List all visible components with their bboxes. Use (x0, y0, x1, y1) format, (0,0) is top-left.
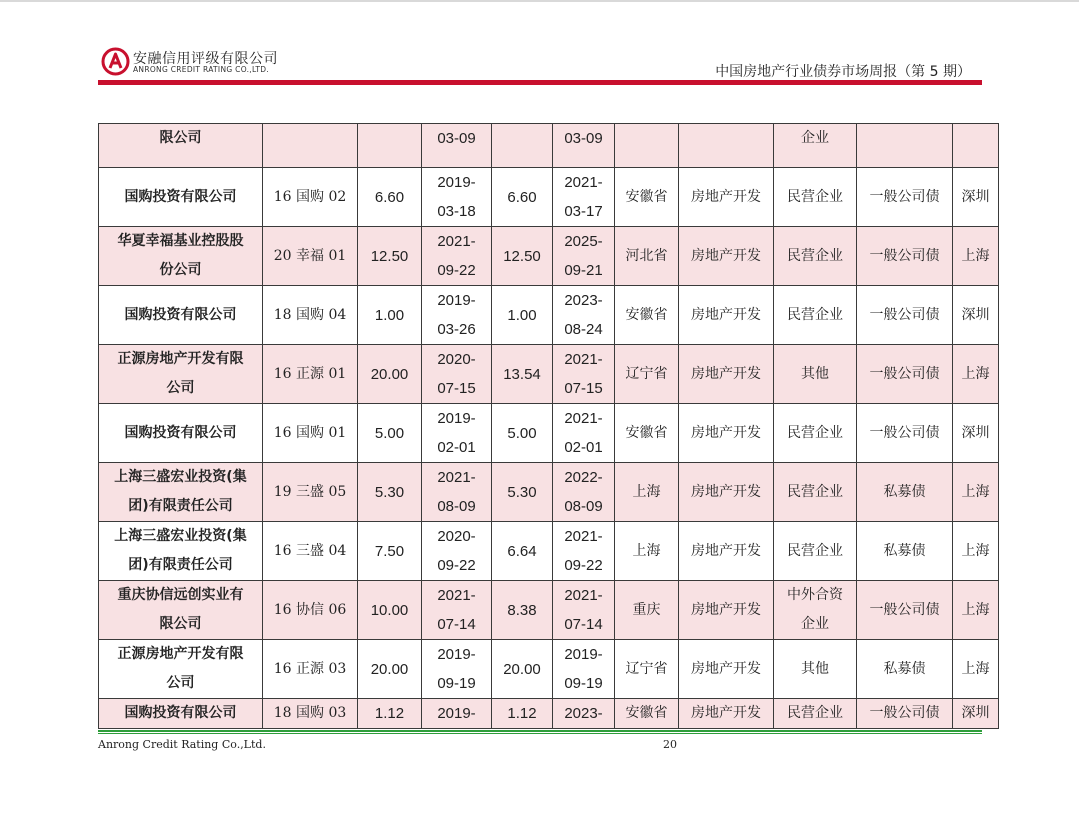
company-nature-cell-line: 民营企业 (787, 483, 843, 500)
industry-cell: 房地产开发 (679, 522, 774, 581)
table-row (99, 286, 999, 345)
industry-cell (679, 124, 774, 168)
region-cell: 安徽省 (615, 168, 679, 227)
balance-cell: 5.30 (492, 463, 553, 522)
bond-code-cell: 16 协信 06 (263, 581, 358, 640)
issuer-cell-line: 团)有限责任公司 (128, 557, 233, 573)
bond-code-cell: 16 国购 01 (263, 404, 358, 463)
table-row (99, 227, 999, 286)
footer-divider (98, 730, 982, 732)
issuer-cell-line: 公司 (166, 380, 195, 396)
balance-cell: 6.64 (492, 522, 553, 581)
exchange-cell: 上海 (953, 522, 999, 581)
exchange-cell: 上海 (953, 640, 999, 699)
issue-date-cell (422, 581, 492, 640)
industry-cell: 房地产开发 (679, 404, 774, 463)
issue-date-cell (422, 640, 492, 699)
company-nature-cell (774, 227, 857, 286)
bond-type-cell: 私募债 (857, 640, 953, 699)
region-cell (615, 124, 679, 168)
industry-cell: 房地产开发 (679, 699, 774, 729)
bond-code-cell: 16 三盛 04 (263, 522, 358, 581)
maturity-date-cell-line: 2021- (564, 174, 603, 191)
balance-cell: 13.54 (492, 345, 553, 404)
issuer-cell (99, 404, 263, 463)
maturity-date-cell-line: 09-19 (564, 675, 603, 692)
issuer-cell-line: 国购投资有限公司 (124, 188, 237, 205)
issuer-cell-line: 国购投资有限公司 (124, 705, 237, 721)
issue-date-cell-line: 2019- (437, 410, 476, 427)
issue-date-cell-line: 09-22 (437, 262, 476, 279)
company-nature-cell (774, 463, 857, 522)
issuer-cell-line: 上海三盛宏业投资(集 (114, 469, 247, 485)
company-name-cn: 安融信用评级有限公司 (133, 51, 278, 67)
table-row (99, 168, 999, 227)
table-row (99, 699, 999, 729)
exchange-cell: 上海 (953, 581, 999, 640)
company-nature-cell-line: 民营企业 (787, 188, 843, 205)
maturity-date-cell-line: 2023- (564, 292, 603, 309)
region-cell: 安徽省 (615, 404, 679, 463)
issuer-cell (99, 522, 263, 581)
region-cell: 上海 (615, 463, 679, 522)
company-nature-cell (774, 345, 857, 404)
anrong-logo-icon (101, 47, 130, 76)
issue-amount-cell: 10.00 (358, 581, 422, 640)
company-nature-cell-line: 企业 (801, 130, 829, 146)
maturity-date-cell (553, 581, 615, 640)
maturity-date-cell-line: 2019- (564, 646, 603, 663)
region-cell: 安徽省 (615, 286, 679, 345)
issue-date-cell-line: 07-15 (437, 380, 476, 397)
region-cell: 辽宁省 (615, 345, 679, 404)
issue-amount-cell: 5.00 (358, 404, 422, 463)
issue-date-cell-line: 2019- (437, 292, 476, 309)
issue-date-cell-line: 03-26 (437, 321, 476, 338)
maturity-date-cell (553, 463, 615, 522)
issuer-cell-line: 公司 (166, 675, 195, 691)
issue-date-cell-line: 07-14 (437, 616, 476, 633)
maturity-date-cell-line: 2023- (564, 705, 603, 722)
issue-date-cell-line: 03-18 (437, 203, 476, 220)
balance-cell: 8.38 (492, 581, 553, 640)
exchange-cell: 深圳 (953, 699, 999, 729)
issue-amount-cell: 6.60 (358, 168, 422, 227)
issuer-cell-line: 限公司 (159, 616, 202, 632)
industry-cell: 房地产开发 (679, 286, 774, 345)
balance-cell: 6.60 (492, 168, 553, 227)
issue-date-cell-line: 2019- (437, 705, 476, 722)
balance-cell: 12.50 (492, 227, 553, 286)
issue-date-cell (422, 124, 492, 168)
company-nature-cell-line: 企业 (801, 616, 829, 632)
issue-date-cell (422, 345, 492, 404)
balance-cell: 20.00 (492, 640, 553, 699)
maturity-date-cell-line: 2021- (564, 410, 603, 427)
page-number: 20 (663, 738, 677, 751)
issue-date-cell-line: 2021- (437, 587, 476, 604)
exchange-cell: 上海 (953, 463, 999, 522)
issue-amount-cell: 7.50 (358, 522, 422, 581)
company-nature-cell (774, 522, 857, 581)
bond-code-cell: 18 国购 04 (263, 286, 358, 345)
issuer-cell (99, 581, 263, 640)
issue-date-cell-line: 2019- (437, 646, 476, 663)
issue-amount-cell: 20.00 (358, 345, 422, 404)
issue-date-cell (422, 286, 492, 345)
bond-code-cell: 20 幸福 01 (263, 227, 358, 286)
issuer-cell-line: 国购投资有限公司 (124, 306, 237, 323)
company-nature-cell (774, 168, 857, 227)
issue-date-cell-line: 2020- (437, 351, 476, 368)
issuer-cell (99, 463, 263, 522)
issue-date-cell (422, 522, 492, 581)
industry-cell: 房地产开发 (679, 463, 774, 522)
issuer-cell-line: 重庆协信远创实业有 (117, 587, 244, 603)
issue-date-cell (422, 168, 492, 227)
bond-type-cell: 私募债 (857, 522, 953, 581)
maturity-date-cell-line: 09-22 (564, 557, 603, 574)
report-title: 中国房地产行业债券市场周报（第 5 期） (715, 64, 971, 80)
maturity-date-cell-line: 2021- (564, 351, 603, 368)
footer-divider-thin (98, 733, 982, 734)
bond-code-cell: 16 正源 03 (263, 640, 358, 699)
balance-cell: 1.12 (492, 699, 553, 729)
issue-amount-cell: 12.50 (358, 227, 422, 286)
company-nature-cell-line: 中外合资 (787, 587, 843, 603)
maturity-date-cell-line: 03-09 (564, 130, 603, 147)
balance-cell (492, 124, 553, 168)
issuer-cell (99, 286, 263, 345)
bond-code-cell: 19 三盛 05 (263, 463, 358, 522)
bond-table (98, 123, 999, 729)
bond-type-cell: 一般公司债 (857, 286, 953, 345)
issue-date-cell-line: 2020- (437, 528, 476, 545)
exchange-cell: 深圳 (953, 168, 999, 227)
maturity-date-cell-line: 07-14 (564, 616, 603, 633)
issuer-cell (99, 699, 263, 729)
industry-cell: 房地产开发 (679, 227, 774, 286)
issue-date-cell-line: 2021- (437, 469, 476, 486)
issue-date-cell-line: 08-09 (437, 498, 476, 515)
balance-cell: 5.00 (492, 404, 553, 463)
maturity-date-cell (553, 227, 615, 286)
table-row (99, 124, 999, 168)
table-row (99, 522, 999, 581)
exchange-cell: 深圳 (953, 286, 999, 345)
industry-cell: 房地产开发 (679, 581, 774, 640)
industry-cell: 房地产开发 (679, 345, 774, 404)
maturity-date-cell (553, 345, 615, 404)
maturity-date-cell (553, 640, 615, 699)
issuer-cell-line: 团)有限责任公司 (128, 498, 233, 514)
bond-code-cell: 18 国购 03 (263, 699, 358, 729)
issuer-cell (99, 168, 263, 227)
issue-date-cell-line: 09-19 (437, 675, 476, 692)
bond-type-cell: 私募债 (857, 463, 953, 522)
industry-cell: 房地产开发 (679, 640, 774, 699)
issuer-cell-line: 国购投资有限公司 (124, 424, 237, 441)
footer-company: Anrong Credit Rating Co.,Ltd. (98, 738, 266, 751)
issuer-cell-line: 正源房地产开发有限 (117, 351, 244, 367)
issue-date-cell-line: 03-09 (437, 130, 476, 147)
maturity-date-cell (553, 522, 615, 581)
issuer-cell-line: 份公司 (159, 262, 202, 278)
bond-type-cell: 一般公司债 (857, 404, 953, 463)
company-nature-cell-line: 民营企业 (787, 542, 843, 559)
exchange-cell: 深圳 (953, 404, 999, 463)
company-nature-cell-line: 其他 (801, 365, 829, 382)
exchange-cell (953, 124, 999, 168)
balance-cell: 1.00 (492, 286, 553, 345)
maturity-date-cell-line: 03-17 (564, 203, 603, 220)
maturity-date-cell (553, 699, 615, 729)
bond-type-cell: 一般公司债 (857, 345, 953, 404)
bond-type-cell: 一般公司债 (857, 168, 953, 227)
issue-date-cell (422, 404, 492, 463)
header-divider (98, 80, 982, 85)
company-nature-cell-line: 民营企业 (787, 424, 843, 441)
maturity-date-cell-line: 2022- (564, 469, 603, 486)
bond-code-cell: 16 正源 01 (263, 345, 358, 404)
issuer-cell (99, 640, 263, 699)
industry-cell: 房地产开发 (679, 168, 774, 227)
region-cell: 辽宁省 (615, 640, 679, 699)
issue-amount-cell: 1.00 (358, 286, 422, 345)
issuer-cell-line: 华夏幸福基业控股股 (117, 233, 244, 249)
region-cell: 重庆 (615, 581, 679, 640)
issuer-cell (99, 227, 263, 286)
maturity-date-cell (553, 124, 615, 168)
maturity-date-cell-line: 2021- (564, 587, 603, 604)
issuer-cell-line: 正源房地产开发有限 (117, 646, 244, 662)
issue-date-cell-line: 2019- (437, 174, 476, 191)
table-row (99, 640, 999, 699)
maturity-date-cell (553, 404, 615, 463)
bond-type-cell: 一般公司债 (857, 699, 953, 729)
maturity-date-cell-line: 2025- (564, 233, 603, 250)
company-nature-cell (774, 699, 857, 729)
company-nature-cell-line: 民营企业 (787, 306, 843, 323)
maturity-date-cell-line: 08-24 (564, 321, 603, 338)
table-row (99, 345, 999, 404)
region-cell: 河北省 (615, 227, 679, 286)
issue-date-cell (422, 699, 492, 729)
bond-type-cell (857, 124, 953, 168)
issue-amount-cell: 5.30 (358, 463, 422, 522)
table-row (99, 404, 999, 463)
exchange-cell: 上海 (953, 227, 999, 286)
region-cell: 上海 (615, 522, 679, 581)
bond-type-cell: 一般公司债 (857, 227, 953, 286)
company-nature-cell-line: 其他 (801, 660, 829, 677)
page-top-border (0, 0, 1079, 2)
exchange-cell: 上海 (953, 345, 999, 404)
issue-date-cell (422, 227, 492, 286)
issuer-cell (99, 345, 263, 404)
company-nature-cell (774, 286, 857, 345)
company-name-en: ANRONG CREDIT RATING CO.,LTD. (133, 65, 270, 74)
region-cell: 安徽省 (615, 699, 679, 729)
company-nature-cell-line: 民营企业 (787, 247, 843, 264)
bond-code-cell (263, 124, 358, 168)
issue-date-cell-line: 09-22 (437, 557, 476, 574)
table-row (99, 581, 999, 640)
bond-table-body (99, 124, 999, 729)
issuer-cell-line: 限公司 (159, 130, 202, 146)
issuer-cell-line: 上海三盛宏业投资(集 (114, 528, 247, 544)
maturity-date-cell-line: 07-15 (564, 380, 603, 397)
table-row (99, 463, 999, 522)
issue-date-cell-line: 2021- (437, 233, 476, 250)
company-nature-cell-line: 民营企业 (787, 705, 843, 721)
company-nature-cell (774, 640, 857, 699)
issue-amount-cell (358, 124, 422, 168)
issue-date-cell (422, 463, 492, 522)
issuer-cell (99, 124, 263, 168)
issue-amount-cell: 1.12 (358, 699, 422, 729)
bond-code-cell: 16 国购 02 (263, 168, 358, 227)
issue-date-cell-line: 02-01 (437, 439, 476, 456)
bond-type-cell: 一般公司债 (857, 581, 953, 640)
maturity-date-cell-line: 08-09 (564, 498, 603, 515)
company-nature-cell (774, 404, 857, 463)
company-nature-cell (774, 581, 857, 640)
maturity-date-cell-line: 2021- (564, 528, 603, 545)
issue-amount-cell: 20.00 (358, 640, 422, 699)
maturity-date-cell (553, 286, 615, 345)
company-nature-cell (774, 124, 857, 168)
maturity-date-cell-line: 09-21 (564, 262, 603, 279)
maturity-date-cell (553, 168, 615, 227)
maturity-date-cell-line: 02-01 (564, 439, 603, 456)
